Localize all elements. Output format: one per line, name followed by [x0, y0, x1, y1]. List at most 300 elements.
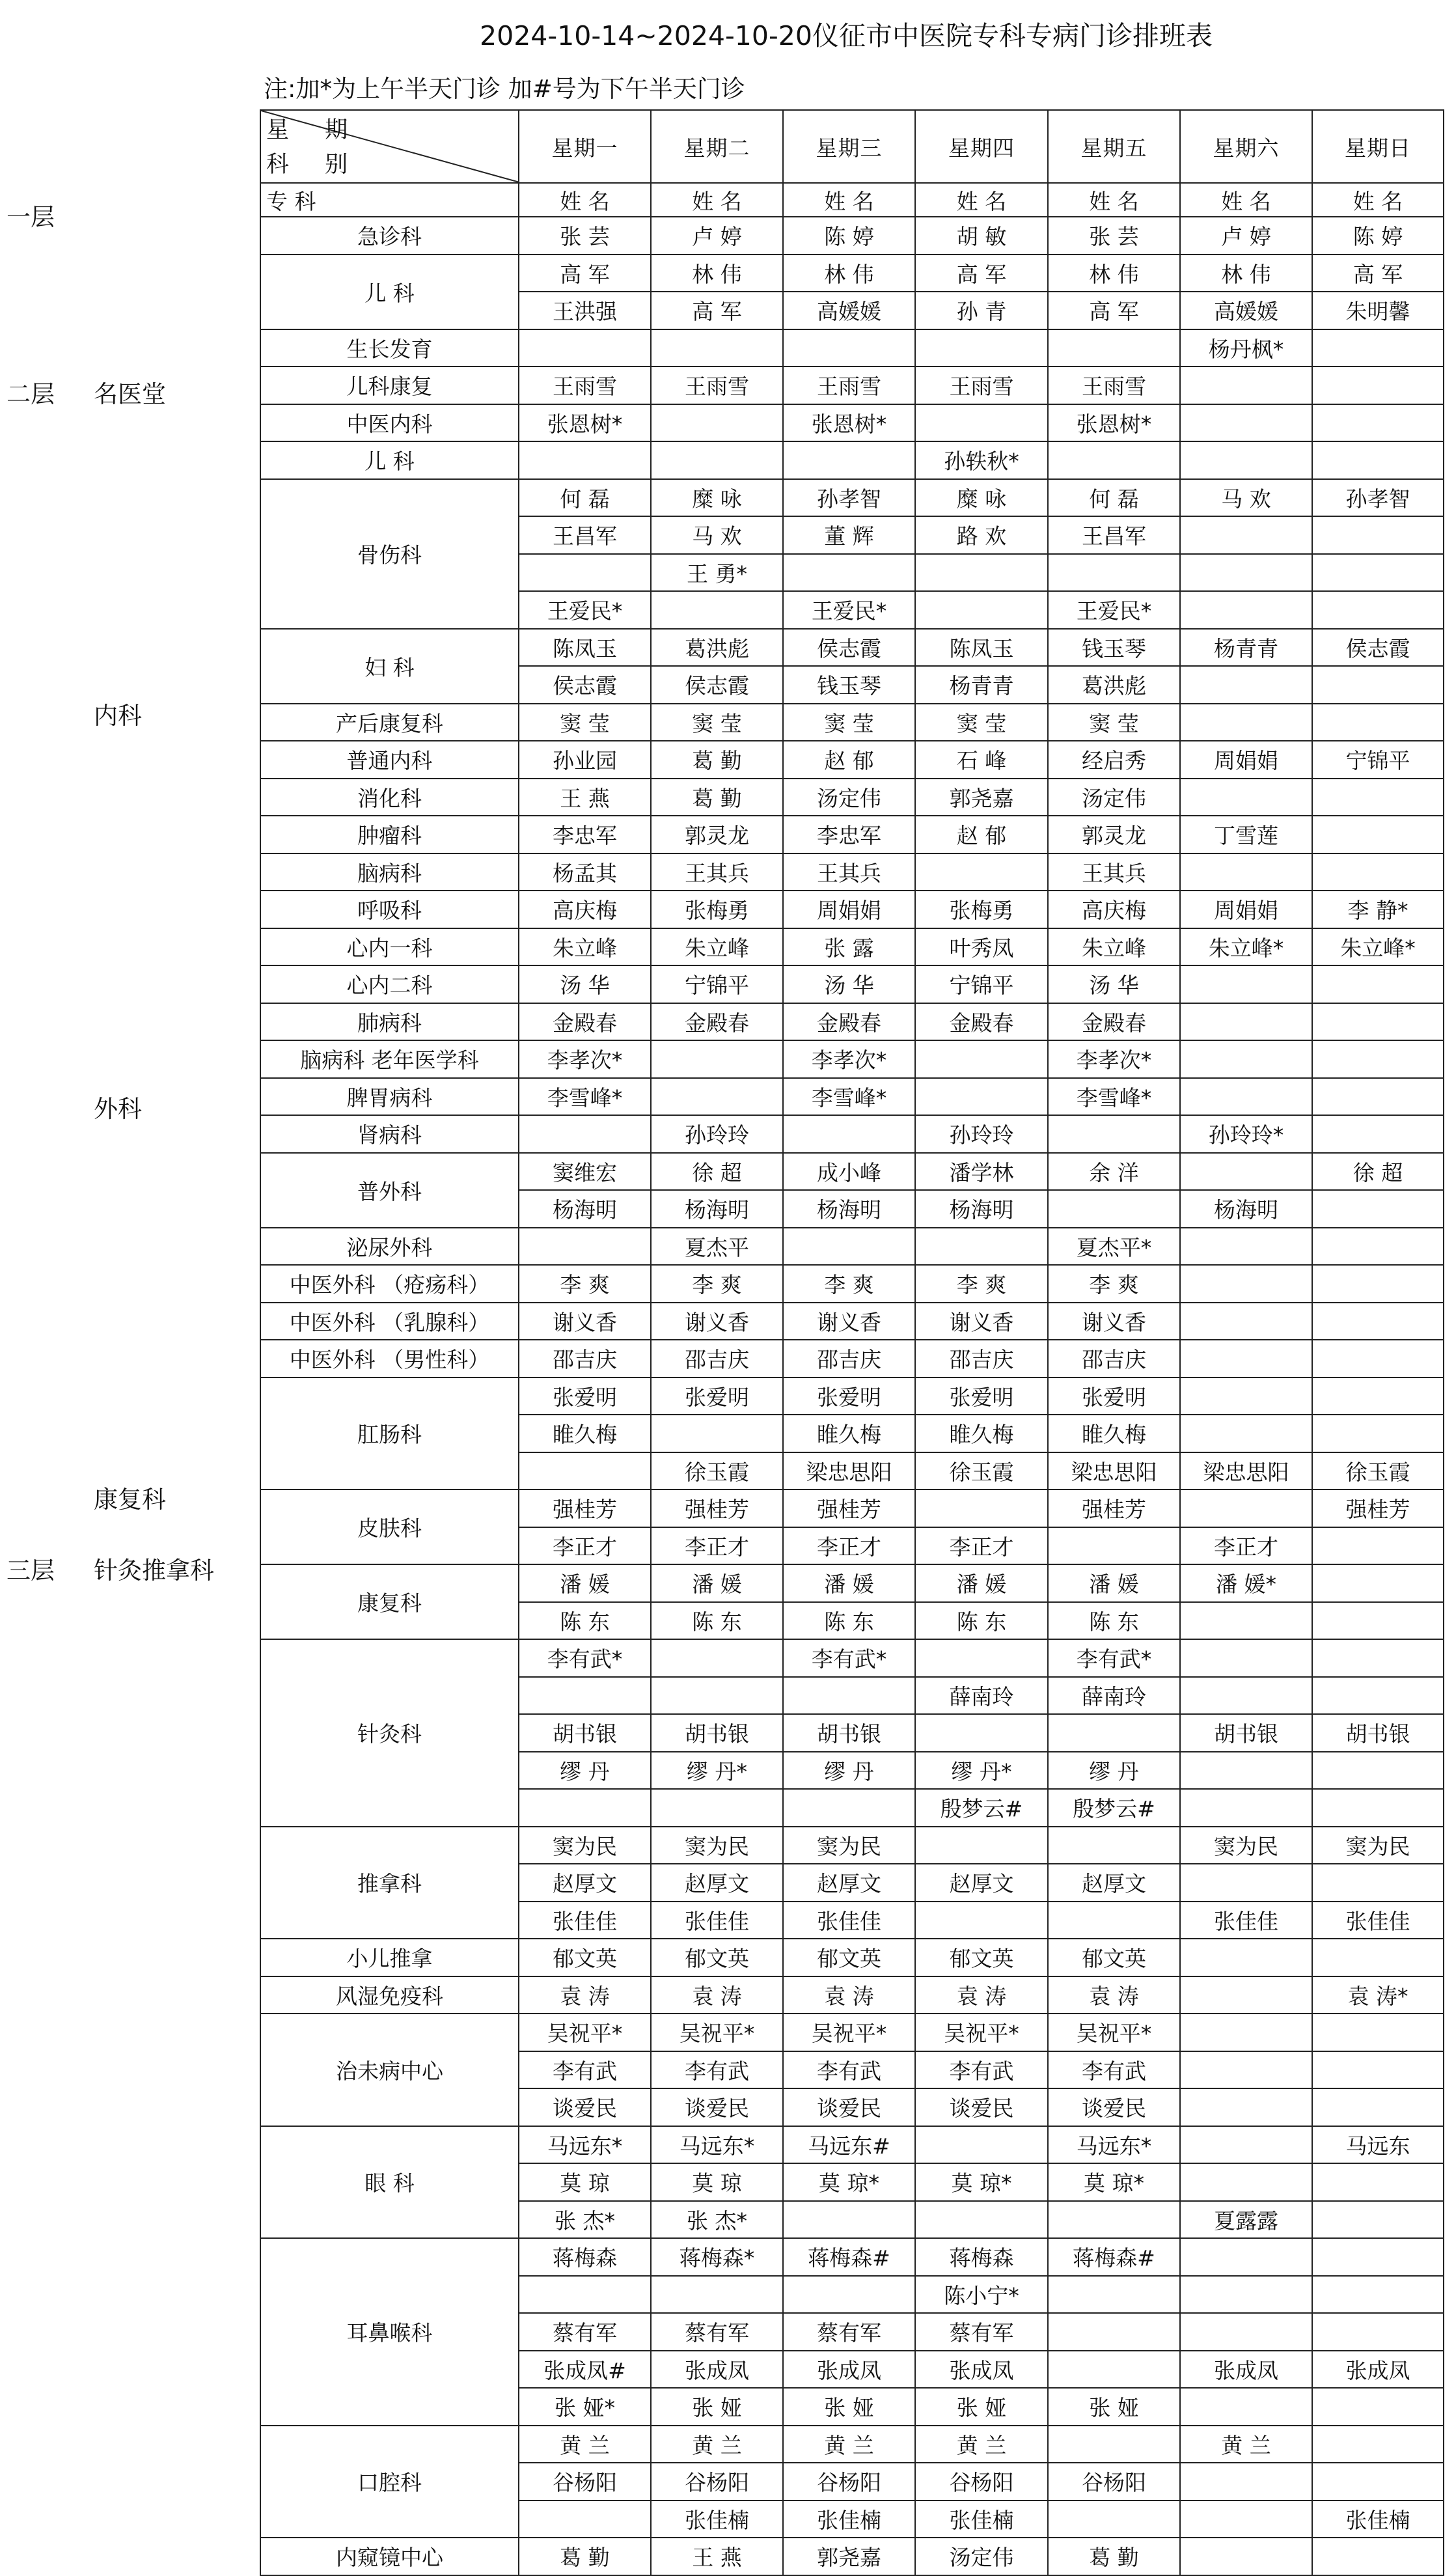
table-row: [260, 255, 1444, 292]
doctor-cell: 马远东#: [783, 2126, 915, 2164]
department-cell: 心内一科: [260, 928, 519, 966]
doctor-cell: [1048, 554, 1180, 592]
doctor-cell: 张 娅: [1048, 2388, 1180, 2426]
department-cell: 中医内科: [260, 404, 519, 442]
doctor-cell: [1180, 1789, 1312, 1827]
table-row: [260, 1153, 1444, 1191]
department-cell: 儿 科: [260, 441, 519, 479]
doctor-cell: 陈 婷: [783, 217, 915, 255]
doctor-cell: 成小峰: [783, 1153, 915, 1191]
department-cell: 肛肠科: [260, 1378, 519, 1490]
doctor-cell: [1180, 2388, 1312, 2426]
doctor-cell: 谷杨阳: [1048, 2463, 1180, 2500]
doctor-cell: 缪 丹: [519, 1752, 651, 1790]
doctor-cell: 邵吉庆: [651, 1340, 783, 1378]
doctor-cell: 张成凤: [915, 2351, 1048, 2389]
doctor-cell: 高 军: [651, 292, 783, 329]
doctor-cell: [1312, 1115, 1444, 1153]
department-cell: 针灸科: [260, 1639, 519, 1827]
doctor-cell: 潘学林: [915, 1153, 1048, 1191]
doctor-cell: 王其兵: [1048, 853, 1180, 891]
doctor-cell: [1180, 1752, 1312, 1790]
schedule-table: [260, 109, 1444, 2576]
name-label: 姓 名: [915, 183, 1048, 217]
doctor-cell: 杨海明: [1180, 1190, 1312, 1228]
doctor-cell: 缪 丹*: [915, 1752, 1048, 1790]
doctor-cell: 窦维宏: [519, 1153, 651, 1191]
doctor-cell: 张佳楠: [1312, 2500, 1444, 2538]
doctor-cell: [1312, 1752, 1444, 1790]
doctor-cell: 潘 媛: [915, 1564, 1048, 1602]
doctor-cell: 金殿春: [915, 1003, 1048, 1041]
doctor-cell: [1180, 1415, 1312, 1452]
table-row: [260, 367, 1444, 404]
doctor-cell: [1180, 1040, 1312, 1078]
doctor-cell: 糜 咏: [915, 479, 1048, 517]
doctor-cell: 陈凤玉: [519, 629, 651, 667]
doctor-cell: 莫 琼: [519, 2163, 651, 2201]
doctor-cell: 王其兵: [783, 853, 915, 891]
doctor-cell: 宁锦平: [1312, 741, 1444, 779]
doctor-cell: 林 伟: [651, 255, 783, 292]
doctor-cell: 孙玲玲: [915, 1115, 1048, 1153]
doctor-cell: 李雪峰*: [783, 1078, 915, 1116]
department-cell: 骨伤科: [260, 479, 519, 629]
doctor-cell: 王雨雪: [651, 367, 783, 404]
doctor-cell: 谢义香: [783, 1303, 915, 1340]
doctor-cell: 蒋梅森#: [783, 2238, 915, 2276]
doctor-cell: 杨海明: [783, 1190, 915, 1228]
doctor-cell: 缪 丹: [1048, 1752, 1180, 1790]
doctor-cell: [783, 1115, 915, 1153]
doctor-cell: [519, 2500, 651, 2538]
doctor-cell: [915, 404, 1048, 442]
doctor-cell: 徐玉霞: [915, 1452, 1048, 1490]
doctor-cell: 侯志霞: [651, 666, 783, 704]
doctor-cell: 汤 华: [1048, 965, 1180, 1003]
table-row: [260, 1303, 1444, 1340]
doctor-cell: 张佳楠: [915, 2500, 1048, 2538]
doctor-cell: 郭尧嘉: [783, 2538, 915, 2575]
day-header-tue: 星期二: [651, 110, 783, 183]
doctor-cell: [519, 554, 651, 592]
doctor-cell: 王 燕: [519, 779, 651, 816]
doctor-cell: [1312, 853, 1444, 891]
doctor-cell: 糜 咏: [651, 479, 783, 517]
department-cell: 口腔科: [260, 2426, 519, 2538]
header-corner: [261, 111, 518, 182]
doctor-cell: 陈小宁*: [915, 2276, 1048, 2314]
doctor-cell: 黄 兰: [915, 2426, 1048, 2463]
doctor-cell: [915, 1902, 1048, 1939]
doctor-cell: [1048, 2313, 1180, 2351]
doctor-cell: 葛洪彪: [651, 629, 783, 667]
department-cell: 内窥镜中心: [260, 2538, 519, 2575]
doctor-cell: 张梅勇: [651, 891, 783, 928]
doctor-cell: [1312, 1078, 1444, 1116]
doctor-cell: 葛 勤: [1048, 2538, 1180, 2575]
doctor-cell: 高媛媛: [783, 292, 915, 329]
doctor-cell: 侯志霞: [783, 629, 915, 667]
doctor-cell: 莫 琼*: [1048, 2163, 1180, 2201]
doctor-cell: [1180, 779, 1312, 816]
table-row: [260, 1827, 1444, 1864]
section-internal-medicine: 内科: [94, 702, 142, 730]
department-cell: 儿 科: [260, 255, 519, 329]
doctor-cell: [1048, 2426, 1180, 2463]
doctor-cell: 郁文英: [783, 1939, 915, 1976]
doctor-cell: 林 伟: [1048, 255, 1180, 292]
doctor-cell: [1180, 554, 1312, 592]
doctor-cell: 金殿春: [651, 1003, 783, 1041]
subheader-row: [260, 183, 1444, 217]
name-label: 姓 名: [1180, 183, 1312, 217]
doctor-cell: 邵吉庆: [519, 1340, 651, 1378]
doctor-cell: [1312, 2538, 1444, 2575]
department-cell: 中医外科 （疮疡科）: [260, 1265, 519, 1303]
doctor-cell: 徐玉霞: [1312, 1452, 1444, 1490]
doctor-cell: 杨丹枫*: [1180, 329, 1312, 367]
doctor-cell: 葛 勤: [519, 2538, 651, 2575]
day-header-fri: 星期五: [1048, 110, 1180, 183]
doctor-cell: [1312, 1228, 1444, 1266]
table-row: [260, 404, 1444, 442]
doctor-cell: 张 露: [783, 928, 915, 966]
doctor-cell: 张爱明: [651, 1378, 783, 1415]
floor-label-2: 二层: [7, 380, 55, 408]
doctor-cell: 郁文英: [651, 1939, 783, 1976]
doctor-cell: 李孝次*: [519, 1040, 651, 1078]
doctor-cell: [651, 1639, 783, 1677]
doctor-cell: 林 伟: [1180, 255, 1312, 292]
doctor-cell: 王雨雪: [519, 367, 651, 404]
doctor-cell: 陈 东: [1048, 1602, 1180, 1640]
doctor-cell: 梁忠思阳: [783, 1452, 915, 1490]
doctor-cell: [783, 554, 915, 592]
doctor-cell: 陈 东: [915, 1602, 1048, 1640]
doctor-cell: 赵 郁: [915, 816, 1048, 853]
doctor-cell: 莫 琼*: [915, 2163, 1048, 2201]
doctor-cell: [1180, 1078, 1312, 1116]
section-surgery: 外科: [94, 1095, 142, 1123]
doctor-cell: 潘 媛: [1048, 1564, 1180, 1602]
table-row: [260, 629, 1444, 667]
department-cell: 康复科: [260, 1564, 519, 1639]
doctor-cell: [783, 441, 915, 479]
doctor-cell: [1312, 1789, 1444, 1827]
department-cell: 急诊科: [260, 217, 519, 255]
doctor-cell: 谈爱民: [519, 2088, 651, 2126]
doctor-cell: 王其兵: [651, 853, 783, 891]
doctor-cell: [1180, 441, 1312, 479]
doctor-cell: [1312, 2238, 1444, 2276]
doctor-cell: 王 勇*: [651, 554, 783, 592]
doctor-cell: 黄 兰: [519, 2426, 651, 2463]
doctor-cell: 窦 莹: [915, 704, 1048, 741]
doctor-cell: [651, 1040, 783, 1078]
doctor-cell: 周娟娟: [783, 891, 915, 928]
doctor-cell: 强桂芳: [519, 1489, 651, 1527]
doctor-cell: 高 军: [915, 255, 1048, 292]
doctor-cell: [915, 1827, 1048, 1864]
doctor-cell: 潘 媛: [519, 1564, 651, 1602]
name-label: 姓 名: [651, 183, 783, 217]
doctor-cell: [1312, 1677, 1444, 1715]
doctor-cell: 李有武*: [1048, 1639, 1180, 1677]
doctor-cell: 李 爽: [519, 1265, 651, 1303]
doctor-cell: 谷杨阳: [519, 2463, 651, 2500]
doctor-cell: 张 娅: [783, 2388, 915, 2426]
doctor-cell: 窦 莹: [783, 704, 915, 741]
doctor-cell: [1312, 2276, 1444, 2314]
doctor-cell: [783, 1789, 915, 1827]
table-row: [260, 704, 1444, 741]
doctor-cell: 张成凤: [783, 2351, 915, 2389]
doctor-cell: 强桂芳: [1312, 1489, 1444, 1527]
doctor-cell: [783, 1677, 915, 1715]
doctor-cell: 胡书银: [519, 1714, 651, 1752]
doctor-cell: 王爱民*: [783, 591, 915, 629]
week-label: 星 期: [266, 117, 363, 143]
name-label: 姓 名: [1312, 183, 1444, 217]
table-row: [260, 2238, 1444, 2276]
doctor-cell: 谢义香: [915, 1303, 1048, 1340]
doctor-cell: [783, 2201, 915, 2239]
doctor-cell: [915, 1228, 1048, 1266]
doctor-cell: 王雨雪: [915, 367, 1048, 404]
doctor-cell: 窦为民: [1312, 1827, 1444, 1864]
doctor-cell: 谈爱民: [783, 2088, 915, 2126]
doctor-cell: 李忠军: [519, 816, 651, 853]
doctor-cell: [1312, 1340, 1444, 1378]
doctor-cell: 李 爽: [651, 1265, 783, 1303]
doctor-cell: [1048, 1902, 1180, 1939]
section-mingyitang: 名医堂: [94, 380, 166, 408]
doctor-cell: 钱玉琴: [1048, 629, 1180, 667]
doctor-cell: 莫 琼*: [783, 2163, 915, 2201]
doctor-cell: 金殿春: [519, 1003, 651, 1041]
doctor-cell: [519, 1452, 651, 1490]
doctor-cell: [1312, 2463, 1444, 2500]
doctor-cell: 汤定伟: [915, 2538, 1048, 2575]
doctor-cell: [1048, 1714, 1180, 1752]
doctor-cell: 王洪强: [519, 292, 651, 329]
doctor-cell: [1180, 2051, 1312, 2089]
doctor-cell: 胡书银: [783, 1714, 915, 1752]
doctor-cell: 马远东*: [519, 2126, 651, 2164]
doctor-cell: 缪 丹: [783, 1752, 915, 1790]
doctor-cell: 赵厚文: [651, 1864, 783, 1902]
doctor-cell: [783, 1228, 915, 1266]
doctor-cell: [1312, 2201, 1444, 2239]
doctor-cell: [1312, 2051, 1444, 2089]
doctor-cell: 宁锦平: [915, 965, 1048, 1003]
doctor-cell: 吴祝平*: [915, 2014, 1048, 2051]
doctor-cell: 张爱明: [1048, 1378, 1180, 1415]
name-label: 姓 名: [783, 183, 915, 217]
doctor-cell: 李孝次*: [1048, 1040, 1180, 1078]
doctor-cell: 谈爱民: [1048, 2088, 1180, 2126]
doctor-cell: 殷梦云#: [1048, 1789, 1180, 1827]
doctor-cell: 郁文英: [915, 1939, 1048, 1976]
doctor-cell: 梁忠思阳: [1180, 1452, 1312, 1490]
doctor-cell: 李正才: [519, 1527, 651, 1565]
doctor-cell: [651, 1415, 783, 1452]
doctor-cell: [915, 1040, 1048, 1078]
doctor-cell: [1312, 2163, 1444, 2201]
department-cell: 肿瘤科: [260, 816, 519, 853]
doctor-cell: 葛洪彪: [1048, 666, 1180, 704]
doctor-cell: 李忠军: [783, 816, 915, 853]
doctor-cell: [1312, 1190, 1444, 1228]
doctor-cell: [1180, 2463, 1312, 2500]
day-header-mon: 星期一: [519, 110, 651, 183]
doctor-cell: 谷杨阳: [915, 2463, 1048, 2500]
doctor-cell: 缪 丹*: [651, 1752, 783, 1790]
doctor-cell: 汤定伟: [1048, 779, 1180, 816]
doctor-cell: 郭灵龙: [651, 816, 783, 853]
doctor-cell: 黄 兰: [651, 2426, 783, 2463]
day-header-thu: 星期四: [915, 110, 1048, 183]
doctor-cell: 潘 媛: [783, 1564, 915, 1602]
doctor-cell: 周娟娟: [1180, 741, 1312, 779]
doctor-cell: [915, 853, 1048, 891]
doctor-cell: [1180, 2313, 1312, 2351]
doctor-cell: 窦 莹: [1048, 704, 1180, 741]
doctor-cell: 赵厚文: [519, 1864, 651, 1902]
doctor-cell: 高庆梅: [1048, 891, 1180, 928]
doctor-cell: 李正才: [651, 1527, 783, 1565]
doctor-cell: 莫 琼: [651, 2163, 783, 2201]
doctor-cell: 蒋梅森: [519, 2238, 651, 2276]
doctor-cell: 邵吉庆: [1048, 1340, 1180, 1378]
doctor-cell: 李有武*: [783, 1639, 915, 1677]
doctor-cell: [519, 329, 651, 367]
doctor-cell: [1312, 367, 1444, 404]
doctor-cell: 张佳佳: [519, 1902, 651, 1939]
doctor-cell: 张爱明: [783, 1378, 915, 1415]
doctor-cell: [1180, 1228, 1312, 1266]
table-row: [260, 816, 1444, 853]
doctor-cell: 张爱明: [519, 1378, 651, 1415]
table-row: [260, 1639, 1444, 1677]
doctor-cell: 高 军: [1312, 255, 1444, 292]
doctor-cell: [1312, 1303, 1444, 1340]
doctor-cell: 张佳楠: [651, 2500, 783, 2538]
doctor-cell: 杨海明: [519, 1190, 651, 1228]
doctor-cell: 李 爽: [915, 1265, 1048, 1303]
doctor-cell: 窦为民: [519, 1827, 651, 1864]
doctor-cell: [1312, 591, 1444, 629]
doctor-cell: 睢久梅: [1048, 1415, 1180, 1452]
doctor-cell: [783, 2276, 915, 2314]
doctor-cell: 张佳佳: [783, 1902, 915, 1939]
doctor-cell: [651, 2276, 783, 2314]
doctor-cell: 张 杰*: [519, 2201, 651, 2239]
table-row: [260, 2426, 1444, 2463]
doctor-cell: 张恩树*: [783, 404, 915, 442]
doctor-cell: [1180, 965, 1312, 1003]
table-row: [260, 217, 1444, 255]
doctor-cell: 陈 东: [519, 1602, 651, 1640]
doctor-cell: 杨青青: [1180, 629, 1312, 667]
doctor-cell: [1180, 2014, 1312, 2051]
doctor-cell: [651, 1789, 783, 1827]
doctor-cell: [915, 1078, 1048, 1116]
doctor-cell: 孙 青: [915, 292, 1048, 329]
doctor-cell: 袁 涛: [651, 1976, 783, 2014]
doctor-cell: 路 欢: [915, 516, 1048, 554]
doctor-cell: [1312, 2388, 1444, 2426]
doctor-cell: 袁 涛: [915, 1976, 1048, 2014]
doctor-cell: 赵厚文: [783, 1864, 915, 1902]
doctor-cell: 张成凤: [651, 2351, 783, 2389]
doctor-cell: 经启秀: [1048, 741, 1180, 779]
department-cell: 皮肤科: [260, 1489, 519, 1564]
doctor-cell: 余 洋: [1048, 1153, 1180, 1191]
doctor-cell: [651, 1677, 783, 1715]
doctor-cell: 马 欢: [1180, 479, 1312, 517]
doctor-cell: [1312, 2313, 1444, 2351]
doctor-cell: 张梅勇: [915, 891, 1048, 928]
doctor-cell: 徐玉霞: [651, 1452, 783, 1490]
doctor-cell: [1180, 2500, 1312, 2538]
doctor-cell: [915, 591, 1048, 629]
department-cell: 耳鼻喉科: [260, 2238, 519, 2426]
doctor-cell: [1180, 2088, 1312, 2126]
table-row: [260, 1340, 1444, 1378]
specialty-label: 专 科: [260, 183, 519, 217]
doctor-cell: 窦为民: [1180, 1827, 1312, 1864]
doctor-cell: [651, 404, 783, 442]
doctor-cell: 杨青青: [915, 666, 1048, 704]
doctor-cell: 蒋梅森#: [1048, 2238, 1180, 2276]
doctor-cell: 葛 勤: [651, 741, 783, 779]
doctor-cell: [1312, 1639, 1444, 1677]
table-row: [260, 741, 1444, 779]
doctor-cell: 卢 婷: [1180, 217, 1312, 255]
department-cell: 普通内科: [260, 741, 519, 779]
doctor-cell: 吴祝平*: [519, 2014, 651, 2051]
department-cell: 眼 科: [260, 2126, 519, 2239]
doctor-cell: 蔡有军: [783, 2313, 915, 2351]
doctor-cell: 张成凤#: [519, 2351, 651, 2389]
doctor-cell: 薛南玲: [915, 1677, 1048, 1715]
doctor-cell: 胡 敏: [915, 217, 1048, 255]
doctor-cell: [1312, 666, 1444, 704]
doctor-cell: [1312, 1040, 1444, 1078]
doctor-cell: 谷杨阳: [783, 2463, 915, 2500]
doctor-cell: 马 欢: [651, 516, 783, 554]
table-row: [260, 2126, 1444, 2164]
department-cell: 生长发育: [260, 329, 519, 367]
doctor-cell: 薛南玲: [1048, 1677, 1180, 1715]
doctor-cell: 张恩树*: [1048, 404, 1180, 442]
day-header-sun: 星期日: [1312, 110, 1444, 183]
doctor-cell: 李有武: [1048, 2051, 1180, 2089]
doctor-cell: 徐 超: [1312, 1153, 1444, 1191]
doctor-cell: [1312, 329, 1444, 367]
doctor-cell: [1180, 666, 1312, 704]
doctor-cell: 窦 莹: [651, 704, 783, 741]
doctor-cell: 赵 郁: [783, 741, 915, 779]
doctor-cell: [783, 329, 915, 367]
doctor-cell: [651, 1078, 783, 1116]
doctor-cell: [1180, 591, 1312, 629]
table-row: [260, 1228, 1444, 1266]
doctor-cell: [1312, 2014, 1444, 2051]
doctor-cell: 李有武: [783, 2051, 915, 2089]
